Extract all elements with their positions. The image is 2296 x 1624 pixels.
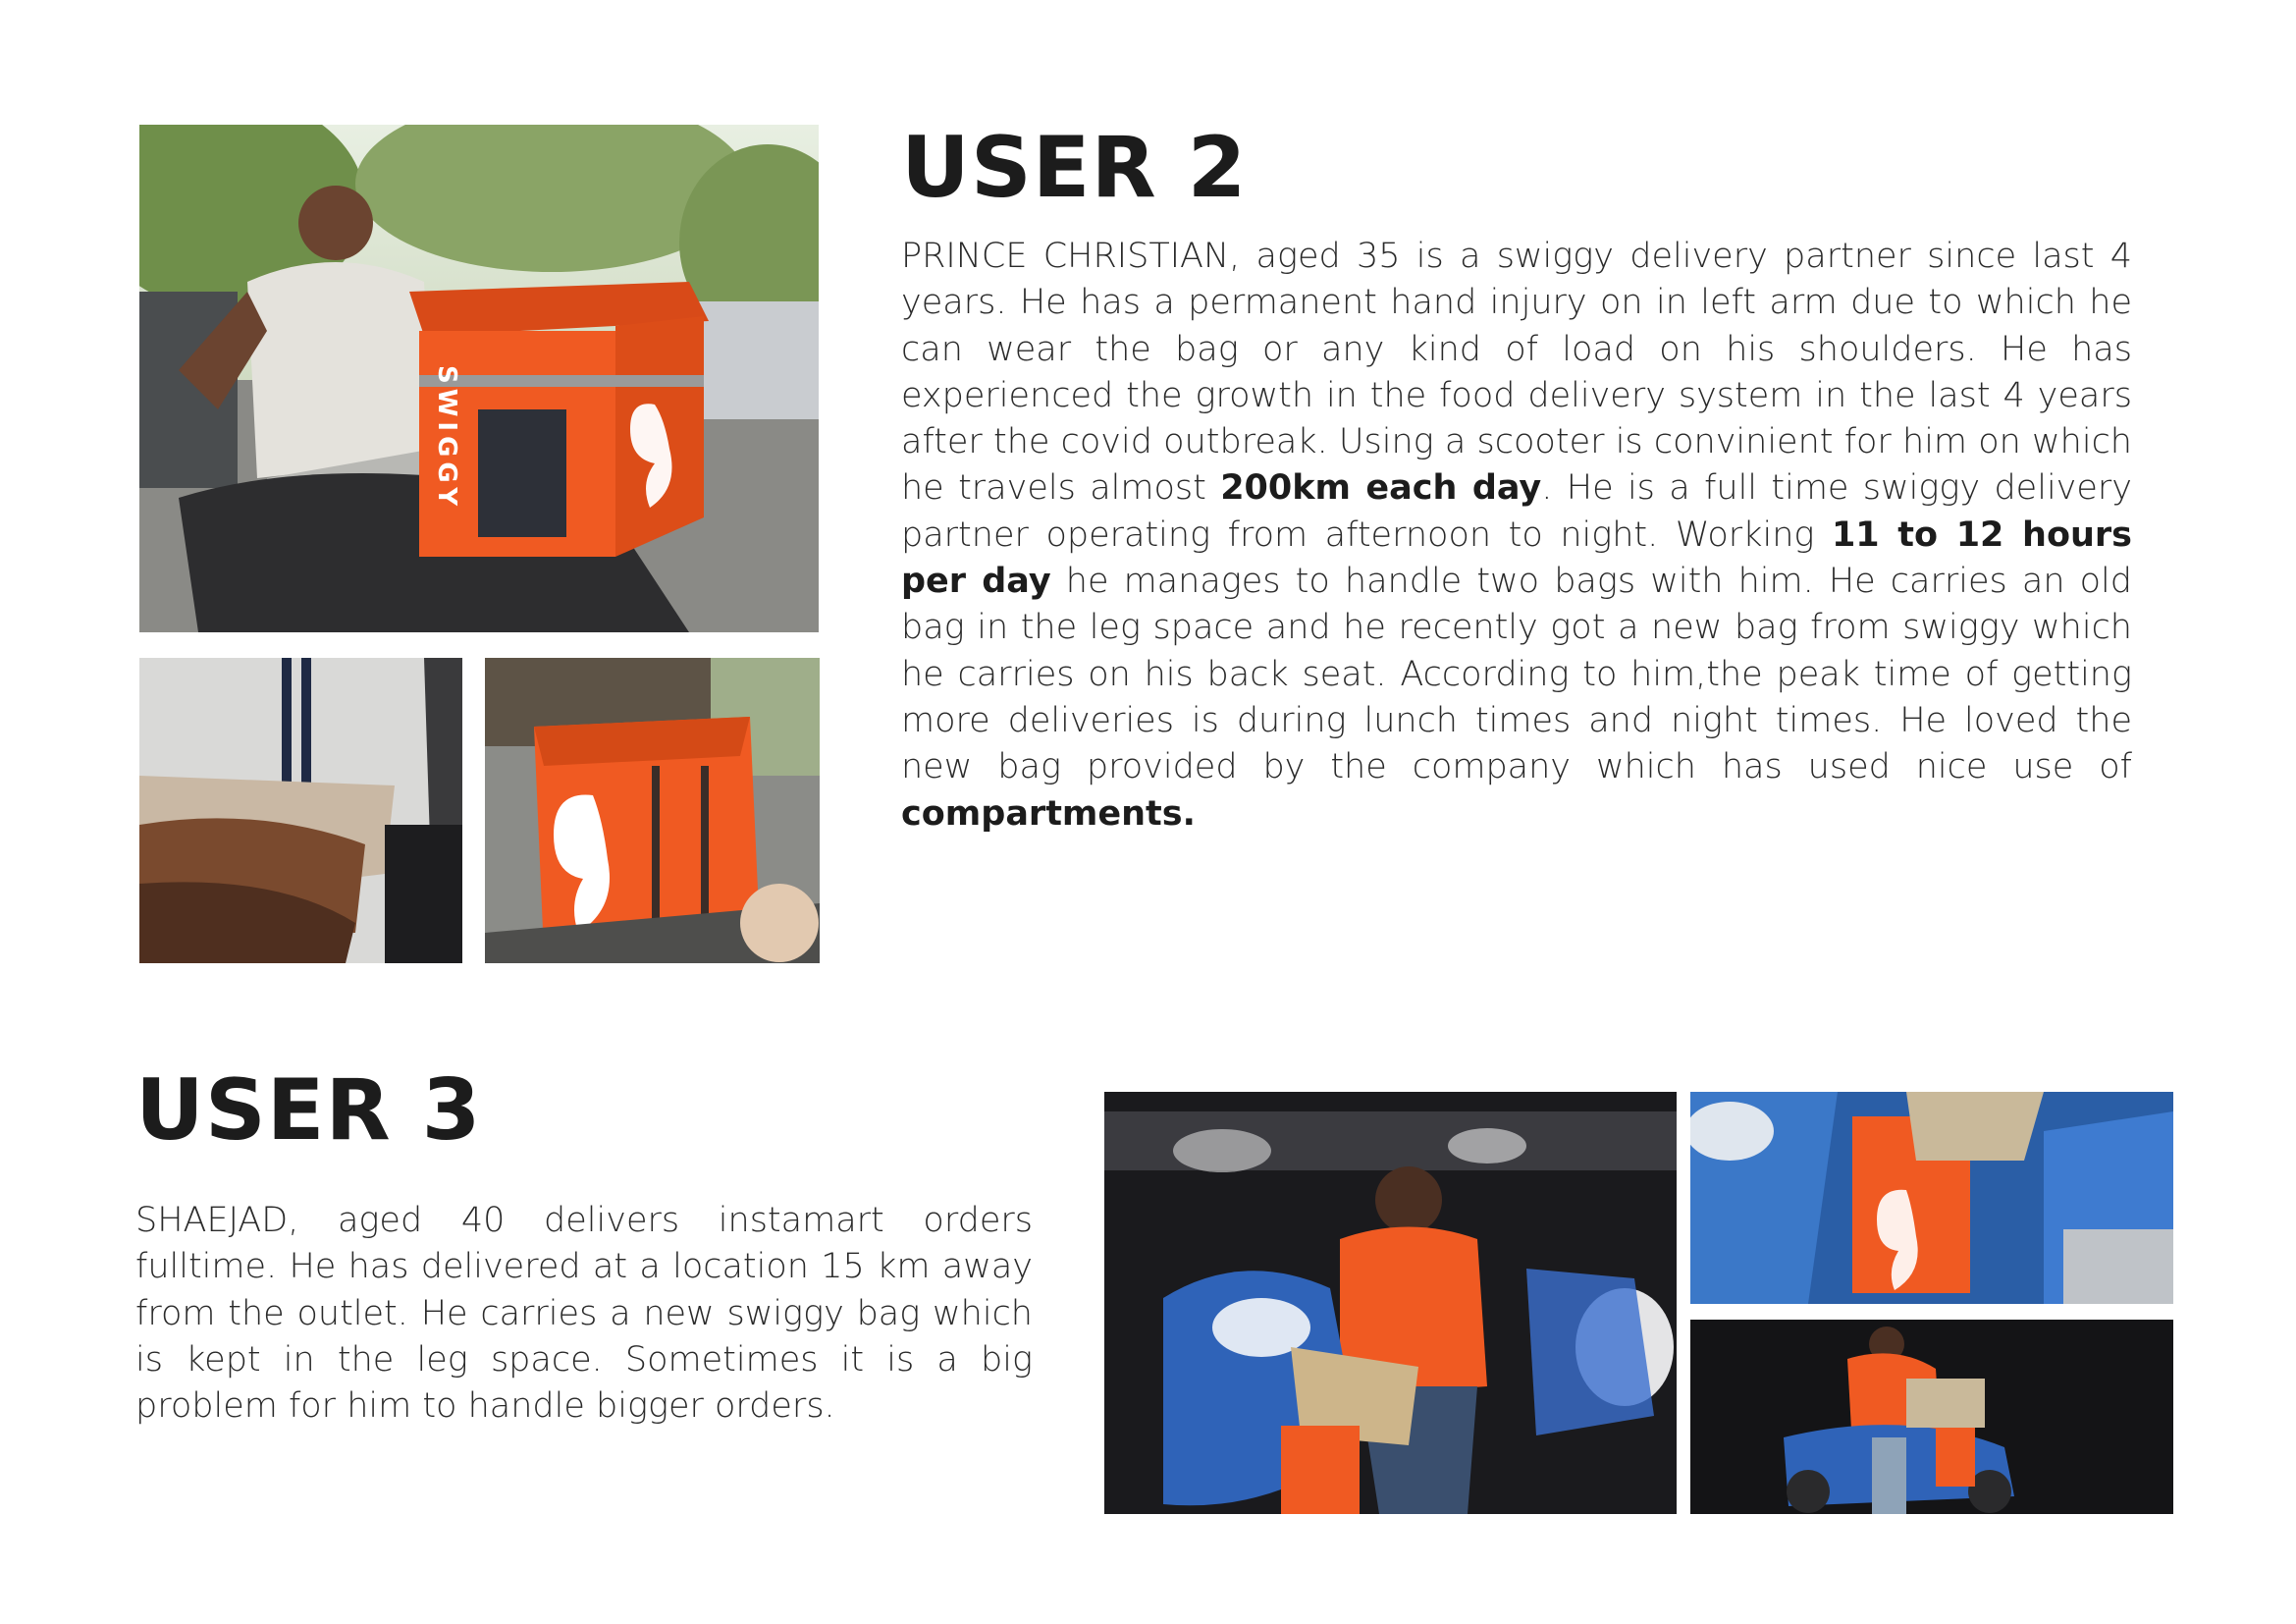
user2-description xyxy=(901,234,2132,838)
user2-heading: USER 2 xyxy=(901,119,1248,217)
swiggy-bag-label: SWIGGY xyxy=(432,365,461,512)
user2-highlight-compartments: compartments. xyxy=(901,793,1196,834)
user3-main-photo xyxy=(1104,1092,1677,1514)
user2-highlight-distance: 200km each day xyxy=(1220,468,1542,509)
user3-bag-legspace-photo xyxy=(1690,1092,2173,1304)
user3-heading: USER 3 xyxy=(135,1061,482,1160)
user2-text-2: . He is a full time swiggy delivery partner operating from afternoon to night. Working xyxy=(901,468,2133,555)
user2-arm-photo xyxy=(139,658,462,963)
user2-bag-back-photo xyxy=(485,658,820,963)
user2-text-1: PRINCE CHRISTIAN, aged 35 is a swiggy delivery partner since last 4 years. He has a permanent hand injury on in left arm due to which he can wear the bag or any kind of load on his shoulders. He has experienced the growth in the food delivery system in the last 4 years after the covid outbreak. Using a scooter is convinient for him on which he travels almost xyxy=(901,237,2132,509)
user2-main-photo xyxy=(139,125,819,632)
user3-rider-photo xyxy=(1690,1320,2173,1514)
swiggy-bag-graphic xyxy=(409,282,709,557)
user2-highlight-hours: 11 to 12 hours per day xyxy=(901,514,2133,602)
user2-text-3: he manages to handle two bags with him. He carries an old bag in the leg space and he recently got a new bag from swiggy which he carries on his back seat. According to him,the peak time of getting more deliveries is during lunch times and night times. He loved the new bag provided by the company which has used nice use of xyxy=(901,562,2132,787)
user3-description: SHAEJAD, aged 40 delivers instamart orders fulltime. He has delivered at a location 15 km away from the outlet. He carries a new swiggy bag which is kept in the leg space. Sometimes it is a big problem for him to handle bigger orders. xyxy=(135,1201,1033,1427)
